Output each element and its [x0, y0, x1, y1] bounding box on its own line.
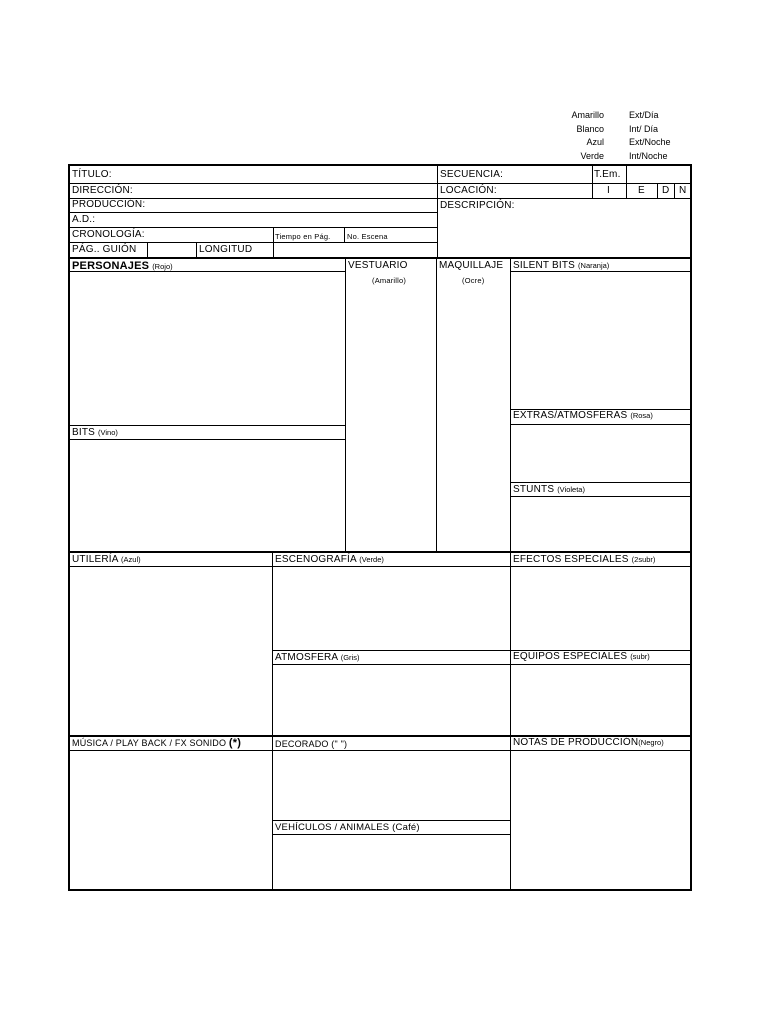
wardrobe-header: VESTUARIO: [348, 260, 408, 271]
chronology-label: CRONOLOGÍA:: [72, 229, 145, 240]
set-design-header: ESCENOGRAFÍA (Verde): [275, 554, 384, 565]
makeup-color: (Ocre): [462, 276, 485, 285]
characters-header: PERSONAJES (Rojo): [72, 260, 173, 272]
legend-type-4: Int/Noche: [629, 150, 668, 161]
scene-type-legend: [629, 109, 699, 163]
music-header: MÚSICA / PLAY BACK / FX SONIDO (*): [72, 737, 242, 749]
page-time-label: Tiempo en Pág.: [275, 232, 331, 241]
legend-color-4: Verde: [580, 150, 604, 161]
special-equipment-header: EQUIPOS ESPECIALES (subr): [513, 651, 650, 662]
extras-header: EXTRAS/ATMOSFERAS (Rosa): [513, 410, 653, 421]
wardrobe-color: (Amarillo): [372, 276, 407, 285]
title-label: TÍTULO:: [72, 169, 112, 180]
exterior-code: E: [638, 185, 645, 196]
interior-code: I: [607, 185, 610, 196]
legend-color-2: Blanco: [576, 123, 604, 134]
props-header: UTILERÍA (Azul): [72, 554, 141, 565]
script-page-label: PÁG.. GUIÓN: [72, 244, 137, 255]
legend-type-3: Ext/Noche: [629, 137, 671, 147]
decor-header: DECORADO (" "): [275, 739, 348, 749]
day-code: D: [662, 185, 670, 196]
legend-color-1: Amarillo: [571, 110, 604, 120]
ad-label: A.D.:: [72, 214, 96, 225]
breakdown-sheet: [68, 164, 692, 891]
description-label: DESCRIPCIÓN:: [440, 200, 515, 211]
length-label: LONGITUD: [199, 244, 253, 255]
color-legend: [560, 109, 604, 163]
vehicles-animals-header: VEHÍCULOS / ANIMALES (Café): [275, 822, 420, 833]
production-label: PRODUCCIÓN:: [72, 199, 146, 210]
production-notes-header: NOTAS DE PRODUCCIÓN(Negro): [513, 737, 664, 748]
time-label: T.Em.: [594, 169, 621, 180]
scene-number-label: No. Escena: [347, 232, 388, 241]
legend-type-2: Int/ Día: [629, 123, 659, 134]
legend-type-1: Ext/Día: [629, 110, 659, 120]
bits-header: BITS (Vino): [72, 427, 118, 438]
makeup-header: MAQUILLAJE: [439, 260, 504, 271]
stunts-header: STUNTS (Violeta): [513, 484, 585, 495]
location-label: LOCACIÓN:: [440, 185, 497, 196]
silent-bits-header: SILENT BITS (Naranja): [513, 260, 610, 271]
director-label: DIRECCIÓN:: [72, 185, 133, 196]
special-effects-header: EFECTOS ESPECIALES (2subr): [513, 554, 656, 565]
atmosphere-header: ATMOSFERA (Gris): [275, 652, 360, 663]
sequence-label: SECUENCIA:: [440, 169, 504, 180]
night-code: N: [679, 185, 687, 196]
legend-color-3: Azul: [586, 137, 604, 147]
